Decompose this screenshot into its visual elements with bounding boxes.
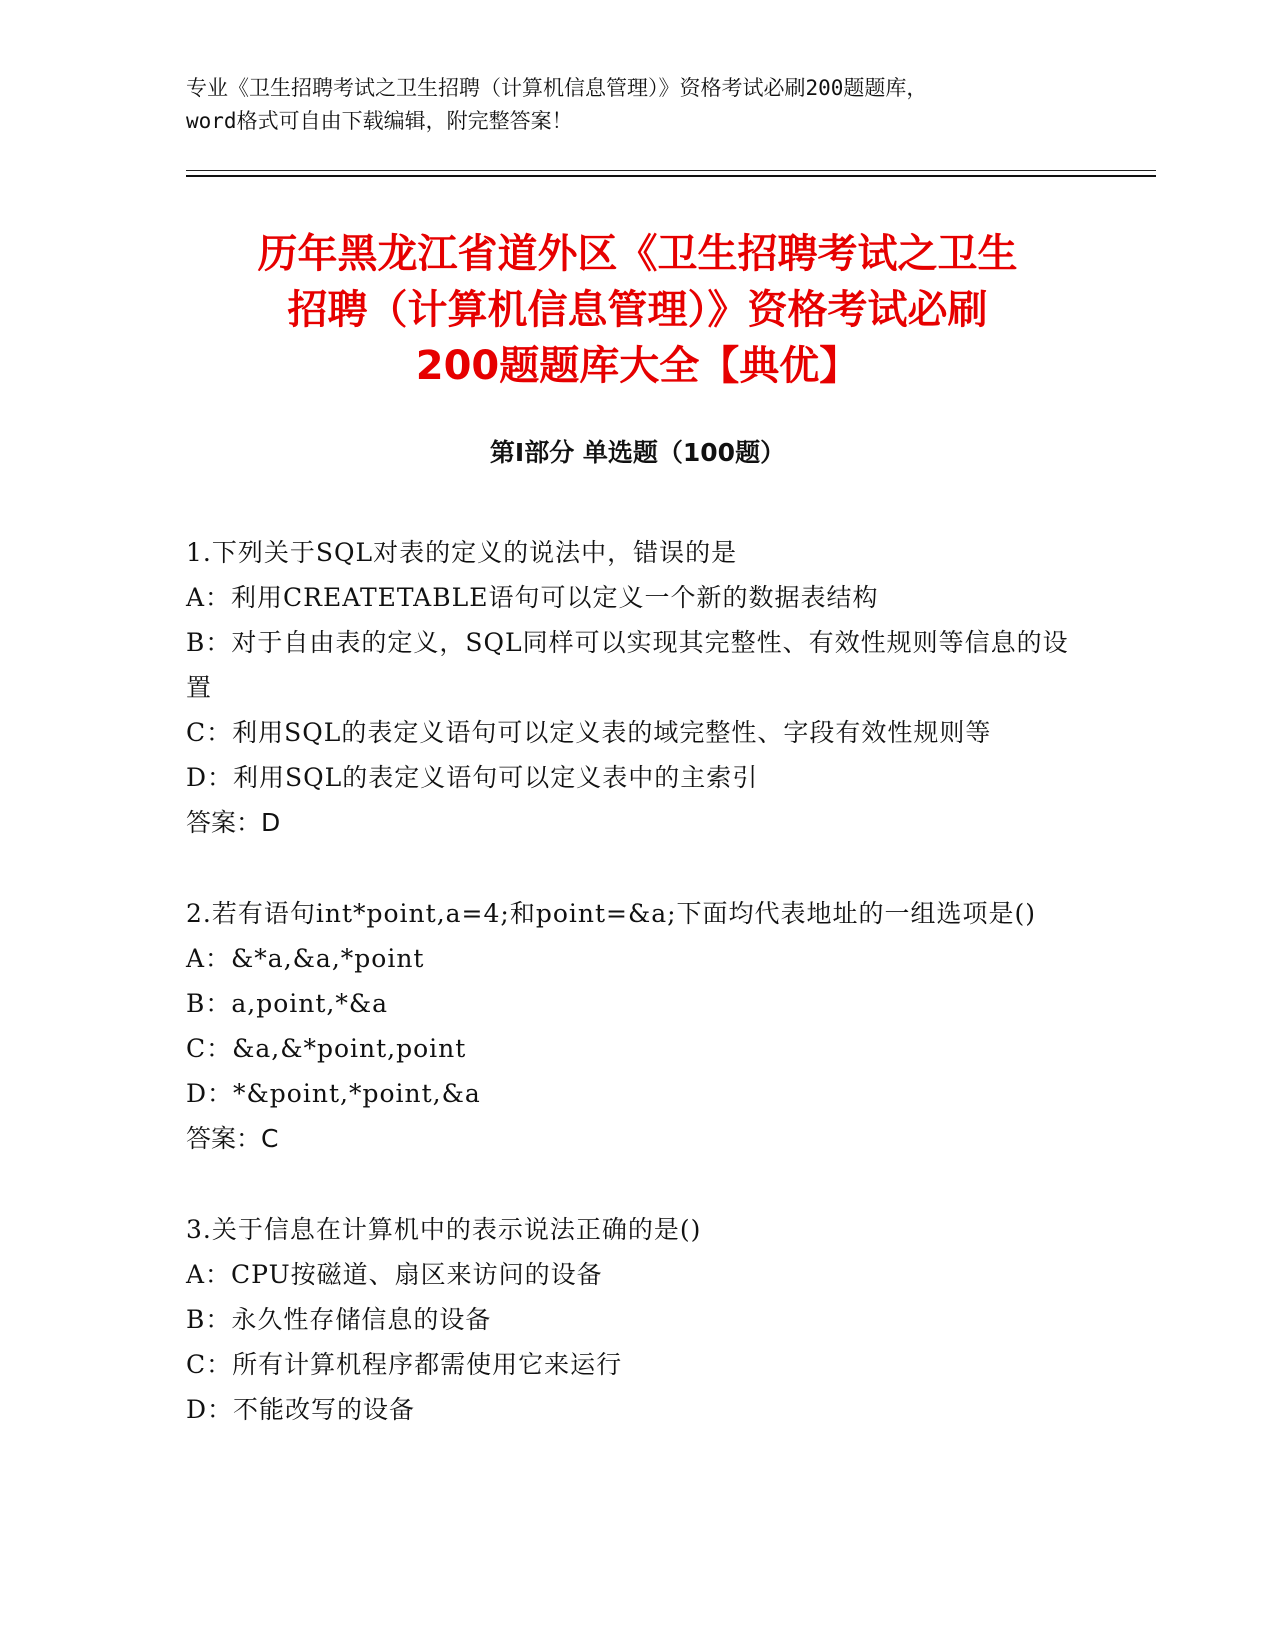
document-title (150, 226, 1125, 394)
answer-label: 答案：C (186, 1124, 279, 1153)
option-b: B：对于自由表的定义，SQL同样可以实现其完整性、有效性规则等信息的设置 (186, 628, 1069, 702)
header-divider-thick (186, 175, 1156, 177)
question-3 (186, 1207, 1076, 1432)
option-b: B：a,point,*&a (186, 989, 389, 1018)
title-line-1: 历年黑龙江省道外区《卫生招聘考试之卫生 (257, 231, 1018, 277)
document-header (186, 72, 1086, 138)
header-line-1: 专业《卫生招聘考试之卫生招聘（计算机信息管理）》资格考试必刷200题题库， (186, 76, 928, 100)
question-stem: 2.若有语句int*point,a=4;和point=&a;下面均代表地址的一组选项是() (186, 899, 1037, 928)
option-c: C：&a,&*point,point (186, 1034, 467, 1063)
title-line-3: 200题题库大全【典优】 (415, 343, 860, 389)
question-2 (186, 891, 1076, 1161)
title-line-2: 招聘（计算机信息管理）》资格考试必刷 (287, 287, 988, 333)
option-c: C：所有计算机程序都需使用它来运行 (186, 1350, 623, 1379)
section-heading: 第I部分 单选题（100题） (489, 438, 786, 467)
header-line-2: word格式可自由下载编辑，附完整答案！ (186, 109, 573, 133)
question-stem: 1.下列关于SQL对表的定义的说法中，错误的是 (186, 538, 738, 567)
option-a: A：CPU按磁道、扇区来访问的设备 (186, 1260, 603, 1289)
header-divider-thin (186, 170, 1156, 171)
option-a: A：利用CREATETABLE语句可以定义一个新的数据表结构 (186, 583, 879, 612)
option-d: D：利用SQL的表定义语句可以定义表中的主索引 (186, 763, 759, 792)
option-b: B：永久性存储信息的设备 (186, 1305, 492, 1334)
answer-label: 答案：D (186, 808, 281, 837)
option-d: D：不能改写的设备 (186, 1395, 416, 1424)
question-list (186, 530, 1076, 1478)
option-a: A：&*a,&a,*point (186, 944, 425, 973)
option-c: C：利用SQL的表定义语句可以定义表的域完整性、字段有效性规则等 (186, 718, 992, 747)
question-1 (186, 530, 1076, 845)
question-stem: 3.关于信息在计算机中的表示说法正确的是() (186, 1215, 702, 1244)
option-d: D：*&point,*point,&a (186, 1079, 481, 1108)
